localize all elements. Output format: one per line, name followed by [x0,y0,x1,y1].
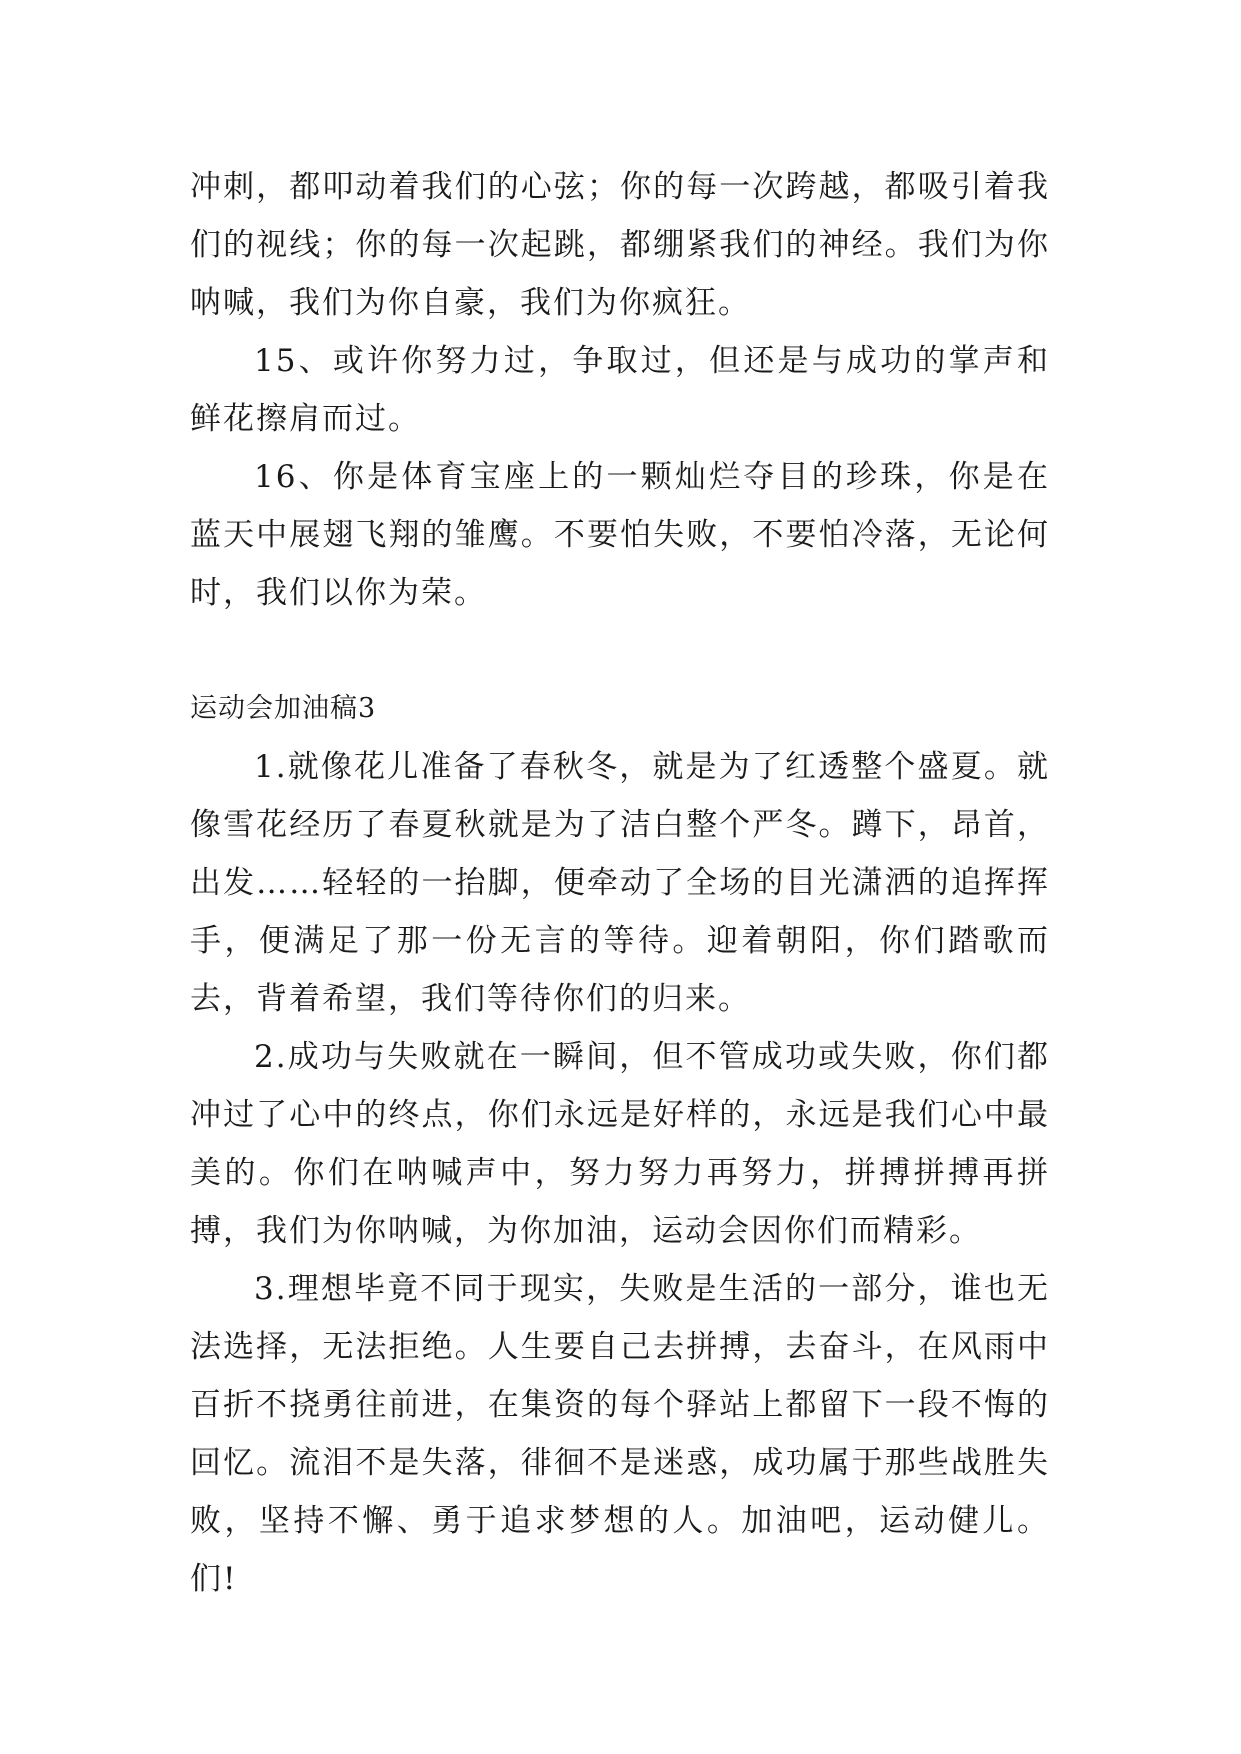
section-item-3: 3.理想毕竟不同于现实，失败是生活的一部分，谁也无法选择，无法拒绝。人生要自己去拼搏，去奋斗，在风雨中百折不挠勇往前进，在集资的每个驿站上都留下一段不悔的回忆。流泪不是失落，徘徊不是迷惑，成功属于那些战胜失败，坚持不懈、勇于追求梦想的人。加油吧，运动健儿。们! [190,1271,1050,1597]
section-item-1: 1.就像花儿准备了春秋冬，就是为了红透整个盛夏。就像雪花经历了春夏秋就是为了洁白整个严冬。蹲下，昂首，出发……轻轻的一抬脚，便牵动了全场的目光潇洒的追挥挥手，便满足了那一份无言的等待。迎着朝阳，你们踏歌而去，背着希望，我们等待你们的归来。 [190,749,1050,1017]
section-item-2: 2.成功与失败就在一瞬间，但不管成功或失败，你们都冲过了心中的终点，你们永远是好样的，永远是我们心中最美的。你们在呐喊声中，努力努力再努力，拼搏拼搏再拼搏，我们为你呐喊，为你加油，运动会因你们而精彩。 [190,1039,1050,1249]
section-heading: 运动会加油稿3 [190,693,377,724]
paragraph-continuation: 冲刺，都叩动着我们的心弦；你的每一次跨越，都吸引着我们的视线；你的每一次起跳，都绷紧我们的神经。我们为你呐喊，我们为你自豪，我们为你疯狂。 [190,169,1050,321]
paragraph-15: 15、或许你努力过，争取过，但还是与成功的掌声和鲜花擦肩而过。 [190,343,1050,437]
paragraph-16: 16、你是体育宝座上的一颗灿烂夺目的珍珠，你是在蓝天中展翅飞翔的雏鹰。不要怕失败，不要怕冷落，无论何时，我们以你为荣。 [190,459,1050,611]
document-body [190,158,1050,1608]
